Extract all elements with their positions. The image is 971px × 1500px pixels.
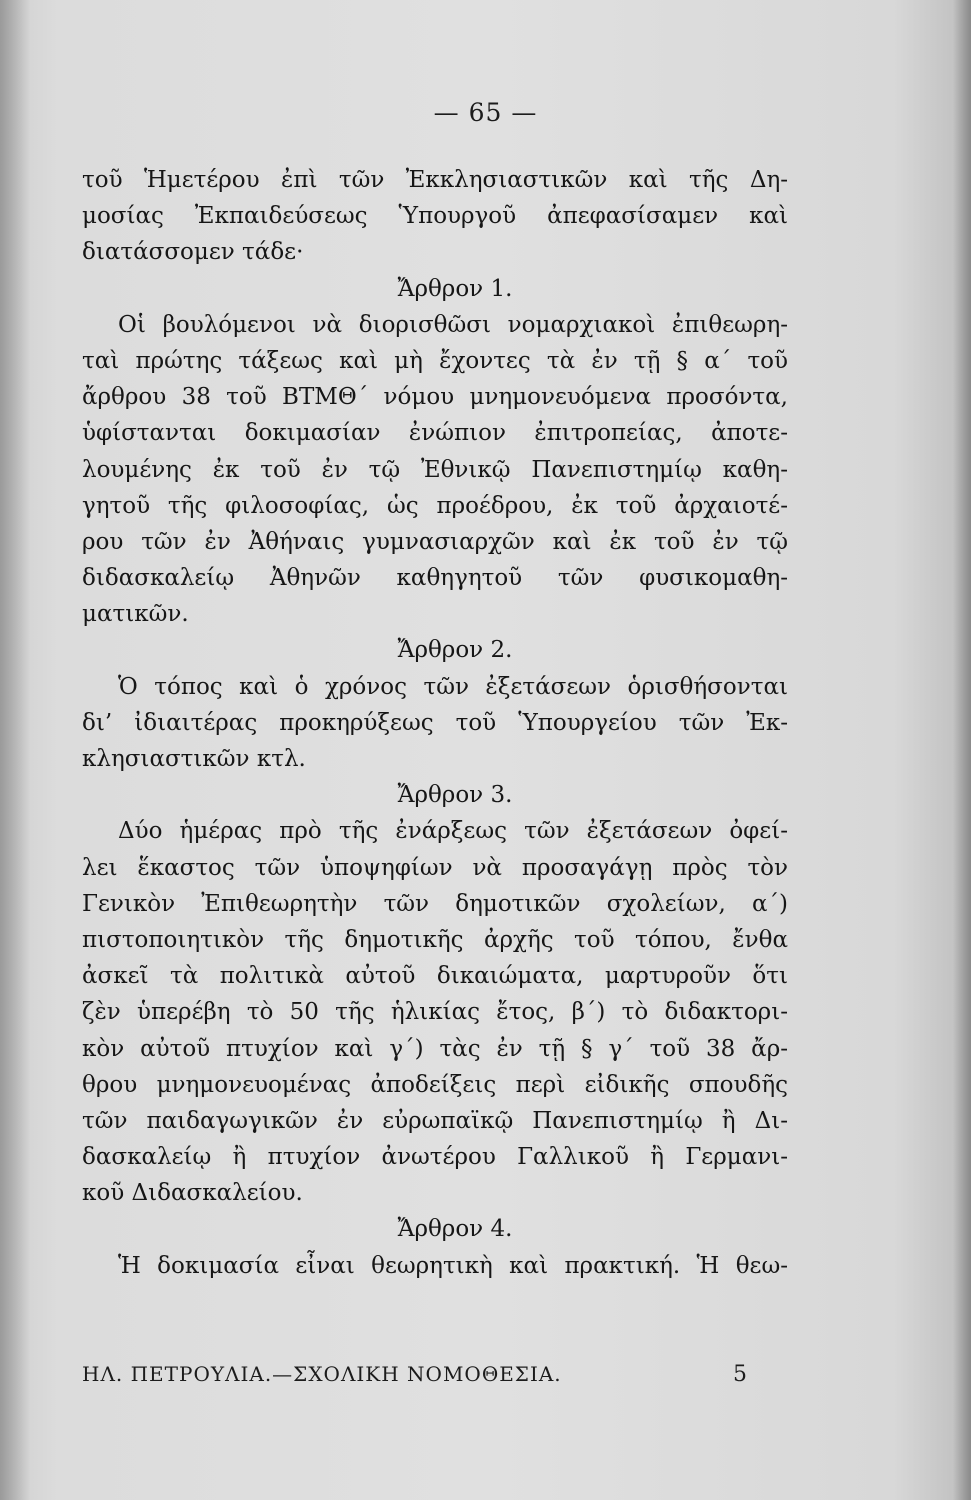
- text-line: λει ἕκαστος τῶν ὑποψηφίων νὰ προσαγάγῃ πρὸς τὸν: [82, 854, 788, 881]
- text-line: ἄρθρου 38 τοῦ ΒΤΜΘ΄ νόμου μνημονευόμενα προσόντα,: [82, 384, 788, 411]
- text-line: κοῦ Διδασκαλείου.: [82, 1180, 303, 1207]
- text-line: ζὲν ὑπερέβη τὸ 50 τῆς ἡλικίας ἔτος, β΄) τὸ διδακτορι-: [82, 999, 788, 1026]
- page-footer: [82, 1362, 788, 1398]
- text-line: Δύο ἡμέρας πρὸ τῆς ἐνάρξεως τῶν ἐξετάσεων ὀφεί-: [118, 818, 788, 845]
- text-line: ματικῶν.: [82, 601, 189, 628]
- article-heading-4: Ἄρθρον 4.: [397, 1216, 513, 1243]
- spine-shadow: [0, 0, 30, 1500]
- text-line: ἀσκεῖ τὰ πολιτικὰ αὐτοῦ δικαιώματα, μαρτυροῦν ὅτι: [82, 963, 788, 990]
- text-line: διδασκαλείῳ Ἀθηνῶν καθηγητοῦ τῶν φυσικομαθη-: [82, 565, 788, 592]
- text-line: κλησιαστικῶν κτλ.: [82, 746, 306, 772]
- text-line: θρου μνημονευομένας ἀποδείξεις περὶ εἰδικῆς σπουδῆς: [82, 1071, 788, 1098]
- text-line: Ὁ τόπος καὶ ὁ χρόνος τῶν ἐξετάσεων ὁρισθήσονται: [118, 673, 788, 700]
- text-line: δι’ ἰδιαιτέρας προκηρύξεως τοῦ Ὑπουργείου τῶν Ἐκ-: [82, 709, 788, 736]
- article-heading-2: Ἄρθρον 2.: [397, 637, 513, 664]
- text-line: ὑφίστανται δοκιμασίαν ἐνώπιον ἐπιτροπείας, ἀποτε-: [82, 420, 788, 447]
- text-line: λουμένης ἐκ τοῦ ἐν τῷ Ἐθνικῷ Πανεπιστημίῳ καθη-: [82, 456, 788, 483]
- article-heading-1: Ἄρθρον 1.: [397, 275, 513, 302]
- text-line: δασκαλείῳ ἢ πτυχίον ἀνωτέρου Γαλλικοῦ ἢ Γερμανι-: [82, 1144, 788, 1171]
- text-line: διατάσσομεν τάδε·: [82, 239, 304, 266]
- text-line: τοῦ Ἡμετέρου ἐπὶ τῶν Ἐκκλησιαστικῶν καὶ τῆς Δη-: [82, 167, 788, 193]
- page-number: — 65 —: [433, 98, 538, 127]
- text-line: τῶν παιδαγωγικῶν ἐν εὐρωπαϊκῷ Πανεπιστημίῳ ἢ Δι-: [82, 1107, 788, 1134]
- page-edge-shadow: [953, 0, 971, 1500]
- text-line: κὸν αὐτοῦ πτυχίον καὶ γ΄) τὰς ἐν τῇ § γ΄ τοῦ 38 ἄρ-: [82, 1035, 788, 1062]
- footer-book-title: ΗΛ. ΠΕΤΡΟΥΛΙΑ.—ΣΧΟΛΙΚΗ ΝΟΜΟΘΕΣΙΑ.: [82, 1362, 562, 1386]
- text-line: Ἡ δοκιμασία εἶναι θεωρητικὴ καὶ πρακτική. Ἡ θεω-: [118, 1252, 788, 1279]
- article-heading-3: Ἄρθρον 3.: [397, 782, 513, 809]
- text-line: γητοῦ τῆς φιλοσοφίας, ὡς προέδρου, ἐκ τοῦ ἀρχαιοτέ-: [82, 492, 788, 519]
- text-line: πιστοποιητικὸν τῆς δημοτικῆς ἀρχῆς τοῦ τόπου, ἔνθα: [82, 926, 788, 953]
- text-line: Οἱ βουλόμενοι νὰ διορισθῶσι νομαρχιακοὶ ἐπιθεωρη-: [118, 311, 788, 338]
- body-text: [82, 162, 788, 1284]
- text-line: ταὶ πρώτης τάξεως καὶ μὴ ἔχοντες τὰ ἐν τῇ § α΄ τοῦ: [82, 347, 788, 374]
- text-line: Γενικὸν Ἐπιθεωρητὴν τῶν δημοτικῶν σχολείων, α΄): [82, 890, 788, 917]
- text-line: ρου τῶν ἐν Ἀθήναις γυμνασιαρχῶν καὶ ἐκ τοῦ ἐν τῷ: [82, 528, 788, 555]
- signature-mark: 5: [733, 1362, 748, 1387]
- text-line: μοσίας Ἐκπαιδεύσεως Ὑπουργοῦ ἀπεφασίσαμεν καὶ: [82, 203, 788, 230]
